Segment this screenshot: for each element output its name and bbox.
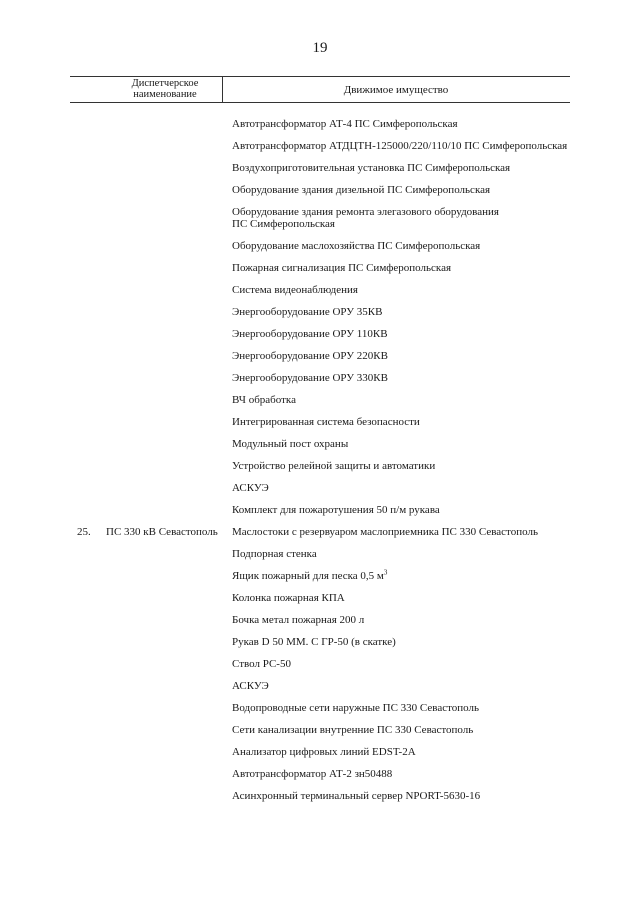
list-item: Водопроводные сети наружные ПС 330 Севастополь: [232, 702, 480, 714]
list-item: Энергооборудование ОРУ 330КВ: [232, 372, 388, 384]
list-item: Модульный пост охраны: [232, 438, 349, 450]
list-item: Асинхронный терминальный сервер NPORT-5630-16: [232, 790, 481, 802]
list-item: Пожарная сигнализация ПС Симферопольская: [232, 262, 452, 274]
list-item: Энергооборудование ОРУ 220КВ: [232, 350, 388, 362]
list-item: Бочка метал пожарная 200 л: [232, 614, 365, 626]
list-item: ПС Симферопольская: [232, 218, 335, 230]
list-item: Энергооборудование ОРУ 110КВ: [232, 328, 388, 340]
list-item: [232, 570, 572, 582]
header-dispatch-name-line1: Диспетчерское: [131, 78, 199, 89]
list-item: Интегрированная система безопасности: [232, 416, 420, 428]
list-item: Оборудование маслохозяйства ПС Симферопольская: [232, 240, 481, 252]
table-top-rule: [70, 76, 570, 77]
list-item: Автотрансформатор АТ-2 зн50488: [232, 768, 393, 780]
list-item: Ствол РС-50: [232, 658, 291, 670]
list-item: Автотрансформатор АТ-4 ПС Симферопольская: [232, 118, 458, 130]
row-number: 25.: [77, 526, 91, 538]
header-dispatch-name: [110, 78, 220, 100]
table-header-bottom-rule: [70, 102, 570, 103]
list-item: Энергооборудование ОРУ 35КВ: [232, 306, 383, 318]
list-item: Анализатор цифровых линий EDST-2A: [232, 746, 416, 758]
header-movable-property: Движимое имущество: [343, 84, 449, 96]
list-item: Маслостоки с резервуаром маслоприемника ПС 330 Севастополь: [232, 526, 538, 538]
list-item: Оборудование здания ремонта элегазового оборудования: [232, 206, 499, 218]
list-item: Сети канализации внутренние ПС 330 Севастополь: [232, 724, 474, 736]
list-item: Автотрансформатор АТДЦТН-125000/220/110/10 ПС Симферопольская: [232, 140, 568, 152]
list-item: Устройство релейной защиты и автоматики: [232, 460, 436, 472]
header-dispatch-name-line2: наименование: [133, 89, 197, 100]
list-item: Воздухоприготовительная установка ПС Симферопольская: [232, 162, 511, 174]
list-item: Рукав D 50 ММ. С ГР-50 (в скатке): [232, 636, 396, 648]
list-item: АСКУЭ: [232, 482, 269, 494]
superscript-cubic: 3: [383, 568, 388, 577]
list-item: Оборудование здания дизельной ПС Симферопольская: [232, 184, 491, 196]
list-item: АСКУЭ: [232, 680, 269, 692]
list-item: Колонка пожарная КПА: [232, 592, 345, 604]
row-dispatch-name: ПС 330 кВ Севастополь: [106, 526, 218, 538]
list-item: Комплект для пожаротушения 50 п/м рукава: [232, 504, 440, 516]
list-item-text: Ящик пожарный для песка 0,5 м: [232, 570, 384, 582]
page-number: 19: [312, 40, 328, 56]
list-item: ВЧ обработка: [232, 394, 296, 406]
list-item: Подпорная стенка: [232, 548, 317, 560]
list-item: Система видеонаблюдения: [232, 284, 358, 296]
